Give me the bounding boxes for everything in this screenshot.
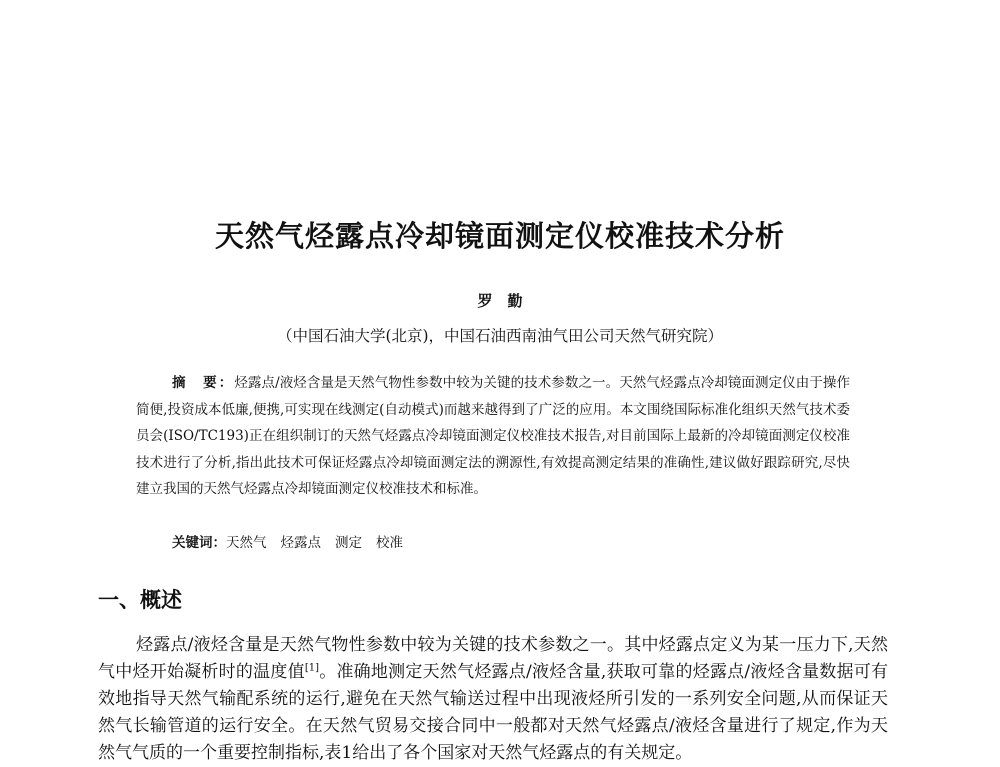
author-name: 罗 勤 [477,292,523,310]
keyword: 烃露点 [280,535,321,551]
body-paragraph [98,632,888,767]
abstract [136,370,850,503]
author-affiliation: （中国石油大学(北京)，中国石油西南油气田公司天然气研究院） [276,327,724,345]
citation-marker[interactable]: [1] [304,662,319,674]
keywords-label: 关键词： [172,535,226,551]
keyword: 测定 [335,535,362,551]
body-text-part-2: 。准确地测定天然气烃露点/液烃含量,获取可靠的烃露点/液烃含量数据可有效地指导天然气输配系统的运行,避免在天然气输送过程中出现液烃所引发的一系列安全问题,从而保证天然气长输管道的运行安全。在天然气贸易交接合同中一般都对天然气烃露点/液烃含量进行了规定,作为天然气气质的一个重要控制指标,表1给出了各个国家对天然气烃露点的有关规定。 [98,662,889,763]
keyword: 校准 [376,535,403,551]
body-text-part-1: 烃露点/液烃含量是天然气物性参数中较为关键的技术参数之一。其中烃露点定义为某一压力下,天然气中烃开始凝析时的温度值 [98,635,888,682]
keyword: 天然气 [226,535,267,551]
keywords [172,530,852,556]
abstract-text: 烃露点/液烃含量是天然气物性参数中较为关键的技术参数之一。天然气烃露点冷却镜面测定仪由于操作简便,投资成本低廉,便携,可实现在线测定(自动模式)而越来越得到了广泛的应用。本文围绕国际标准化组织天然气技术委员会(ISO/TC193)正在组织制订的天然气烃露点冷却镜面测定仪校准技术报告,对目前国际上最新的冷却镜面测定仪校准技术进行了分析,指出此技术可保证烃露点冷却镜面测定法的溯源性,有效提高测定结果的准确性,建议做好跟踪研究,尽快建立我国的天然气烃露点冷却镜面测定仪校准技术和标准。 [136,375,850,497]
paper-title: 天然气烃露点冷却镜面测定仪校准技术分析 [214,219,785,253]
section-heading: 一、概述 [98,587,182,612]
abstract-label: 摘 要： [172,375,235,391]
